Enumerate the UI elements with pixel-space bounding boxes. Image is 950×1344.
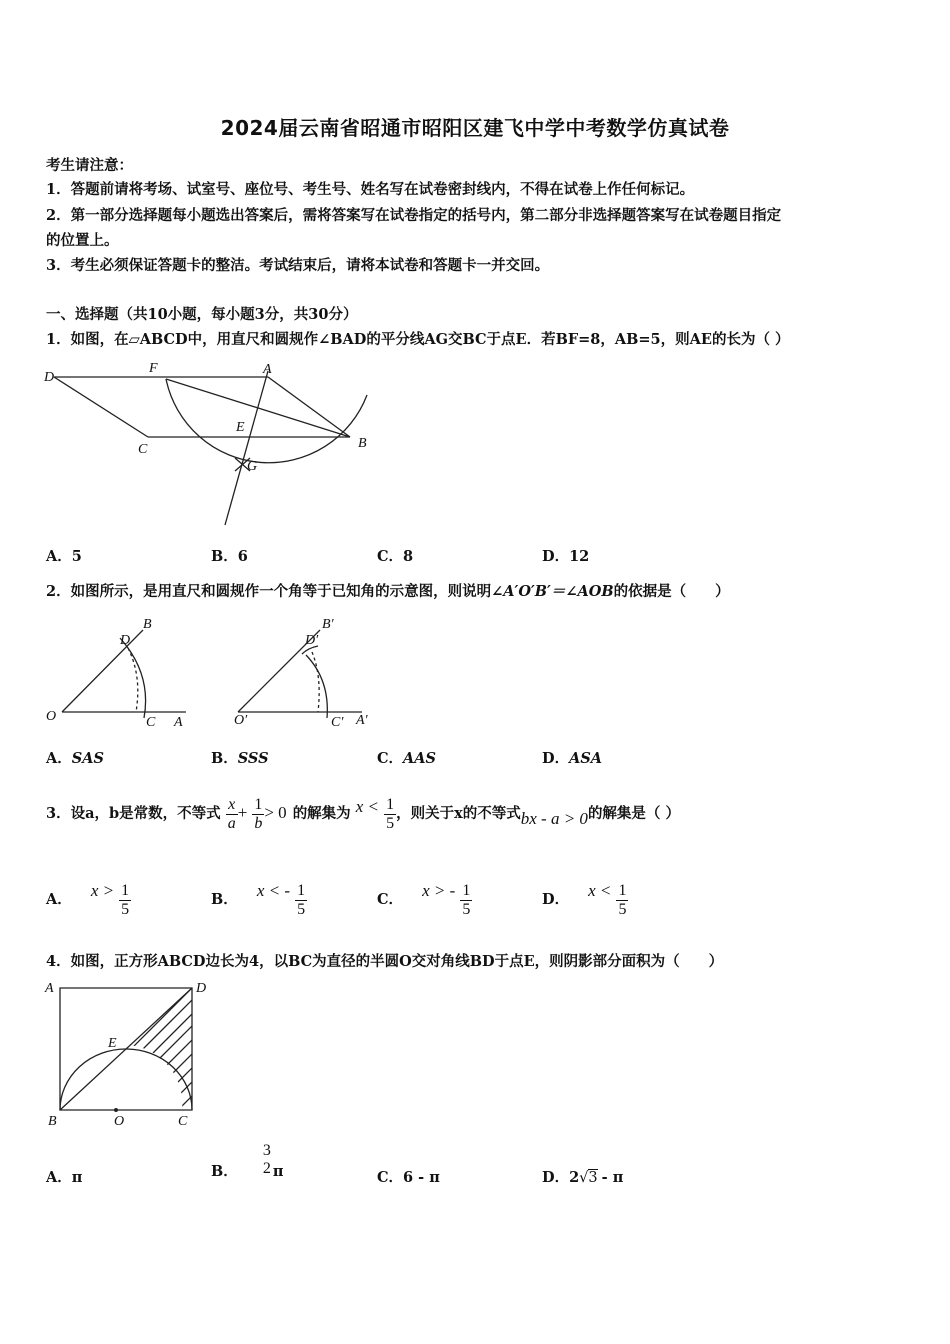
label-G: G [247,459,258,474]
q4-option-d: D．2√3 - π [542,1169,624,1186]
fig1-label-O: O [46,709,57,724]
q2-text-suffix: 的依据是（ ） [613,583,730,600]
q3-solution-frac: $\frac{1}{5}$ [386,795,395,832]
q2-option-c: C．AAS [377,750,437,767]
q3-part-3: ，则关于x的不等式 [396,805,521,822]
q3-option-b: B． x < - $\frac{1}{5}$ [211,881,306,918]
fig1-label-A: A [174,715,183,730]
notice-item-2-cont: 的位置上。 [46,232,119,249]
notice-item-3: 3．考生必须保证答题卡的整洁。考试结束后，请将本试卷和答题卡一并交回。 [46,257,550,274]
shaded-region [120,984,210,1110]
label-E: E [108,1036,117,1051]
question-1-text: 1．如图，在▱ABCD中，用直尺和圆规作∠BAD的平分线AG交BC于点E．若BF=8，AB=5，则AE的长为（ ） [46,331,790,348]
label-D: D [44,370,55,385]
fig1-label-B: B [143,617,152,632]
fig2-label-O: O′ [234,713,248,728]
question-2-text [46,580,730,601]
q1-option-c: C．8 [377,548,414,565]
line-AG [225,371,268,525]
fig1-label-C: C [146,715,156,730]
label-A: A [45,981,54,996]
q2-text-prefix: 2．如图所示，是用直尺和圆规作一个角等于已知角的示意图，则说明 [46,583,492,600]
q2-option-d: D．ASA [542,750,603,767]
label-C: C [178,1114,188,1129]
q3-option-c: C． x > - $\frac{1}{5}$ [377,881,471,918]
fig2-label-D: D′ [305,633,319,648]
question-4-text: 4．如图，正方形ABCD边长为4，以BC为直径的半圆O交对角线BD于点E，则阴影部分面积为（ ） [46,953,724,970]
fig1-label-D: D [120,633,131,648]
label-C: C [138,442,148,457]
label-B: B [358,436,367,451]
q1-option-a: A．5 [46,548,82,565]
notice-heading: 考生请注意： [46,157,133,174]
q3-option-d: D． x < $\frac{1}{5}$ [542,881,627,918]
fig2-label-A: A′ [356,713,368,728]
line-AB [268,377,350,437]
center-O-dot [114,1108,118,1112]
fig1-ray-OB [62,630,143,712]
q3-frac-x-over-a: $\frac{x}{a}$ [227,795,236,832]
label-B: B [48,1114,57,1129]
q2-option-a: A．SAS [46,750,104,767]
q4-option-a: A．π [46,1169,83,1186]
q3-part-4: 的解集是（ ） [587,805,680,822]
fig2-label-C: C′ [331,715,344,730]
q3-ineq2: bx - a > 0 [520,809,588,828]
q3-option-a: A． x > $\frac{1}{5}$ [46,881,130,918]
question-1-figure [40,355,380,530]
q3-part-2: 的解集为 [292,805,351,822]
fig1-dashed-arc [128,648,138,712]
q4-option-c: C．6 - π [377,1169,440,1186]
line-DC [54,377,148,437]
question-4-figure [40,978,210,1130]
fig2-label-B: B′ [322,617,334,632]
semicircle-O [60,1049,192,1110]
q2-option-b: B．SSS [211,750,269,767]
question-2-figure [40,610,400,735]
q3-part-1: 3．设a，b是常数，不等式 [46,805,221,822]
notice-item-1: 1．答题前请将考场、试室号、座位号、考生号、姓名写在试卷密封线内，不得在试卷上作任何标记。 [46,181,695,198]
question-3-text: 3．设a，b是常数，不等式 $\frac{x}{a}$ + $\frac{1}{b}$ > 0 的解集为 x < $\frac{1}{5}$ ，则关于x的不等式bx - a > 0的解集是（ ） [46,795,680,832]
q2-text-math: ∠A′O′B′＝∠AOB [491,583,614,600]
label-D: D [196,981,207,996]
q1-option-d: D．12 [542,548,590,565]
label-A: A [263,362,272,377]
section-heading: 一、选择题（共10小题，每小题3分，共30分） [46,306,358,323]
label-E: E [236,420,245,435]
fig2-dashed-arc [312,652,319,712]
q4-option-b: B． 3 2 π [211,1142,284,1180]
arc-circle [166,379,367,463]
q1-option-b: B．6 [211,548,248,565]
q3-frac-1-over-b: $\frac{1}{b}$ [254,795,263,832]
page-title: 2024届云南省昭通市昭阳区建飞中学中考数学仿真试卷 [220,116,730,140]
label-O: O [114,1114,125,1129]
q3-solution-lhs: x < [355,797,380,816]
notice-item-2: 2．第一部分选择题每小题选出答案后，需将答案写在试卷指定的括号内，第二部分非选择题答案写在试卷题目指定 [46,207,782,224]
label-F: F [149,361,158,376]
